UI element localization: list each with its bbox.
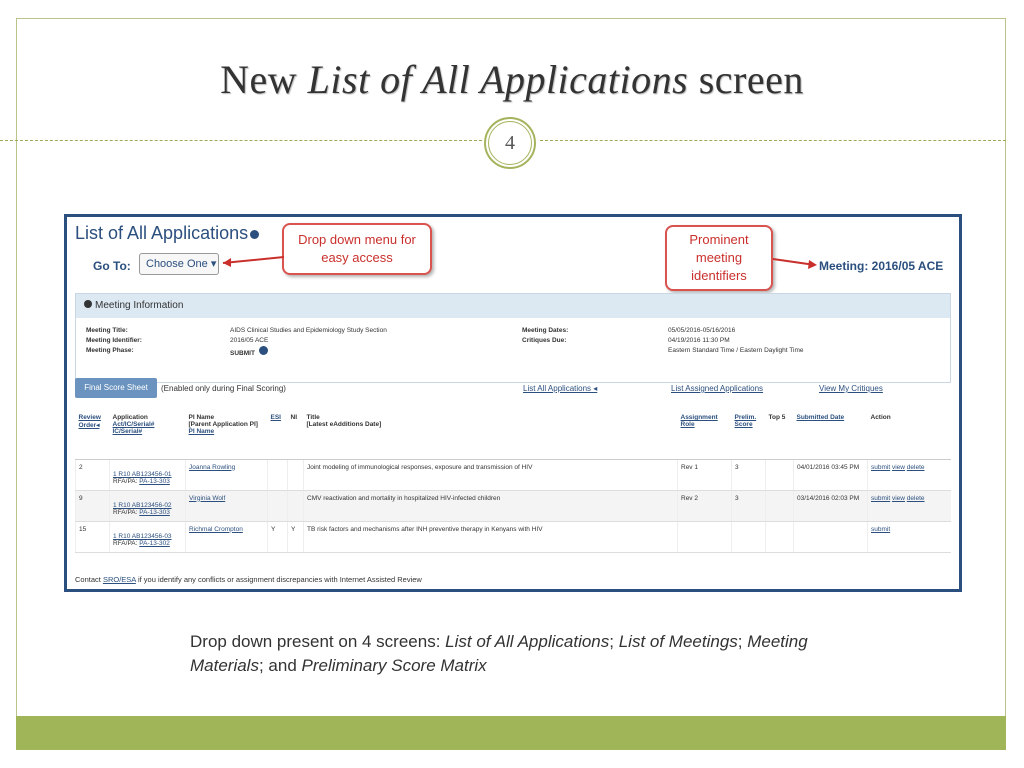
meeting-id-value: 2016/05 ACE	[230, 337, 269, 344]
contact-suffix: if you identify any conflicts or assignment discrepancies with Internet Assisted Review	[135, 575, 422, 584]
slide-title	[0, 56, 1024, 103]
application-id-link[interactable]: 1 R10 AB123456-01	[113, 470, 172, 478]
application-id-link[interactable]: 1 R10 AB123456-02	[113, 501, 172, 509]
col-action: Action	[868, 411, 952, 459]
critiques-due-value: 04/19/2016 11:30 PM	[668, 337, 730, 344]
view-link[interactable]: view	[891, 463, 905, 471]
table-header-row	[76, 411, 952, 459]
col-esi[interactable]	[268, 411, 288, 459]
cell-role	[678, 521, 732, 552]
col-prelim-score[interactable]	[732, 411, 766, 459]
table-row	[76, 490, 952, 521]
delete-link[interactable]: delete	[906, 463, 925, 471]
parent-pi-header: [Parent Application PI]	[188, 421, 258, 428]
critiques-due-label: Critiques Due:	[522, 337, 567, 344]
cell-pi	[186, 459, 268, 490]
phase-help-icon[interactable]	[259, 346, 268, 355]
pi-name-sort[interactable]: PI Name	[188, 428, 215, 435]
cell-pi	[186, 490, 268, 521]
cell-score: 3	[732, 459, 766, 490]
rfa-label: RFA/PA:	[113, 508, 140, 516]
meeting-info-header[interactable]	[76, 294, 950, 318]
caption-sep-1: ;	[609, 632, 619, 651]
page-number: 4	[488, 121, 532, 165]
cell-top5	[766, 521, 794, 552]
meeting-values-right	[668, 326, 803, 356]
callout-dropdown: Drop down menu for easy access	[282, 223, 432, 275]
title-italic: List of All Applications	[307, 57, 689, 102]
col-pi-name	[186, 411, 268, 459]
caption-sep-3: ; and	[258, 656, 302, 675]
cell-application	[110, 459, 186, 490]
cell-pi	[186, 521, 268, 552]
title-suffix: screen	[688, 57, 804, 102]
slide-caption	[190, 630, 810, 678]
applications-table	[75, 411, 951, 553]
col-ni: NI	[288, 411, 304, 459]
cell-action	[868, 521, 952, 552]
contact-prefix: Contact	[75, 575, 103, 584]
cell-action	[868, 459, 952, 490]
cell-application	[110, 490, 186, 521]
caption-screen-3: Meeting Materials	[190, 632, 808, 675]
cell-title: Joint modeling of immunological responses, exposure and transmission of HIV	[304, 459, 678, 490]
meeting-dates-label: Meeting Dates:	[522, 327, 569, 334]
app-title-text: List of All Applications	[75, 223, 249, 243]
caption-sep-2: ;	[737, 632, 748, 651]
cell-esi	[268, 459, 288, 490]
submitted-date-sort[interactable]: Submitted Date	[796, 414, 845, 421]
cell-title: TB risk factors and mechanisms after INH preventive therapy in Kenyans with HIV	[304, 521, 678, 552]
cell-title: CMV reactivation and mortality in hospitalized HIV-infected children	[304, 490, 678, 521]
pi-name-link[interactable]: Virginia Wolf	[189, 494, 226, 502]
caption-screen-4: Preliminary Score Matrix	[301, 656, 487, 675]
final-score-sheet-button[interactable]: Final Score Sheet	[75, 378, 157, 398]
footer-bar	[16, 716, 1006, 750]
page-number-badge	[484, 117, 536, 169]
goto-dropdown[interactable]: Choose One ▾	[139, 253, 219, 275]
arrow-dropdown	[223, 257, 284, 263]
application-id-link[interactable]: 1 R10 AB123456-03	[113, 532, 172, 540]
title-prefix: New	[220, 57, 308, 102]
col-top5: Top 5	[766, 411, 794, 459]
callout-identifiers: Prominent meeting identifiers	[665, 225, 773, 291]
esi-sort[interactable]: ESI	[270, 414, 281, 421]
rfa-link[interactable]: PA-13-303	[139, 508, 170, 516]
review-order-sort[interactable]: Review Order◂	[78, 414, 101, 429]
title-subheader: [Latest eAdditions Date]	[306, 421, 382, 428]
sro-esa-link[interactable]: SRO/ESA	[102, 575, 136, 584]
arrow-head-dropdown	[223, 258, 231, 267]
cell-order: 15	[76, 521, 110, 552]
list-all-applications-link[interactable]: List All Applications ◂	[523, 384, 598, 393]
cell-submitted: 04/01/2016 03:45 PM	[794, 459, 868, 490]
goto-label: Go To:	[93, 259, 131, 273]
divider-left	[0, 140, 482, 141]
cell-ni	[288, 459, 304, 490]
pi-name-link[interactable]: Richmal Crompton	[189, 525, 243, 533]
view-my-critiques-link[interactable]: View My Critiques	[819, 384, 883, 393]
phase-text: SUBMIT	[230, 350, 255, 357]
cell-submitted	[794, 521, 868, 552]
application-header: Application	[112, 414, 148, 421]
col-title	[304, 411, 678, 459]
view-link[interactable]: view	[891, 494, 905, 502]
meeting-dates-value: 05/05/2016-05/16/2016	[668, 327, 736, 334]
submit-link[interactable]: submit	[871, 494, 891, 502]
title-header: Title	[306, 414, 320, 421]
table-row	[76, 521, 952, 552]
rfa-label: RFA/PA:	[113, 477, 140, 485]
cell-action	[868, 490, 952, 521]
cell-top5	[766, 490, 794, 521]
cell-ni: Y	[288, 521, 304, 552]
submit-link[interactable]: submit	[871, 525, 891, 533]
meeting-info-panel	[75, 293, 951, 383]
app-screenshot	[64, 214, 962, 592]
cell-submitted: 03/14/2016 02:03 PM	[794, 490, 868, 521]
cell-order: 2	[76, 459, 110, 490]
col-assignment-role[interactable]	[678, 411, 732, 459]
rfa-link[interactable]: PA-13-303	[139, 477, 170, 485]
table-row	[76, 459, 952, 490]
cell-esi: Y	[268, 521, 288, 552]
prelim-score-sort[interactable]: Prelim. Score	[734, 414, 757, 428]
arrow-head-identifiers	[808, 260, 817, 269]
cell-esi	[268, 490, 288, 521]
col-review-order[interactable]	[76, 411, 110, 459]
pi-header: PI Name	[188, 414, 215, 421]
cell-score: 3	[732, 490, 766, 521]
rfa-link[interactable]: PA-13-302	[139, 539, 170, 547]
timezone-value: Eastern Standard Time / Eastern Daylight Time	[668, 347, 804, 354]
cell-top5	[766, 459, 794, 490]
divider-right	[540, 140, 1006, 141]
meeting-values-left	[230, 326, 387, 359]
rfa-label: RFA/PA:	[113, 539, 140, 547]
cell-application	[110, 521, 186, 552]
meeting-phase-value	[230, 346, 387, 359]
pi-name-link[interactable]: Joanna Rowling	[189, 463, 236, 471]
cell-role: Rev 2	[678, 490, 732, 521]
submit-link[interactable]: submit	[871, 463, 891, 471]
cell-order: 9	[76, 490, 110, 521]
cell-score	[732, 521, 766, 552]
meeting-title-value: AIDS Clinical Studies and Epidemiology Study Section	[230, 327, 387, 334]
meeting-phase-label: Meeting Phase:	[86, 347, 134, 354]
meeting-labels-right	[522, 326, 568, 346]
activity-sort[interactable]: Act/IC/Serial# IC/Serial#	[112, 421, 155, 435]
caption-screen-2: List of Meetings	[618, 632, 738, 651]
delete-link[interactable]: delete	[906, 494, 925, 502]
col-application	[110, 411, 186, 459]
meeting-id-label: Meeting Identifier:	[86, 337, 142, 344]
col-submitted-date[interactable]	[794, 411, 868, 459]
caption-screen-1: List of All Applications	[445, 632, 610, 651]
collapse-icon[interactable]	[84, 300, 92, 308]
cell-ni	[288, 490, 304, 521]
caption-text: Drop down present on 4 screens:	[190, 632, 446, 651]
contact-note	[75, 575, 422, 584]
final-score-note: (Enabled only during Final Scoring)	[161, 384, 286, 393]
meeting-info-title: Meeting Information	[95, 300, 184, 311]
meeting-identifier: Meeting: 2016/05 ACE	[819, 259, 944, 273]
meeting-title-label: Meeting Title:	[86, 327, 128, 334]
list-assigned-applications-link[interactable]: List Assigned Applications	[671, 384, 764, 393]
assignment-role-sort[interactable]: Assignment Role	[680, 414, 718, 428]
meeting-labels-left	[86, 326, 142, 356]
table-body	[76, 459, 952, 552]
cell-role: Rev 1	[678, 459, 732, 490]
